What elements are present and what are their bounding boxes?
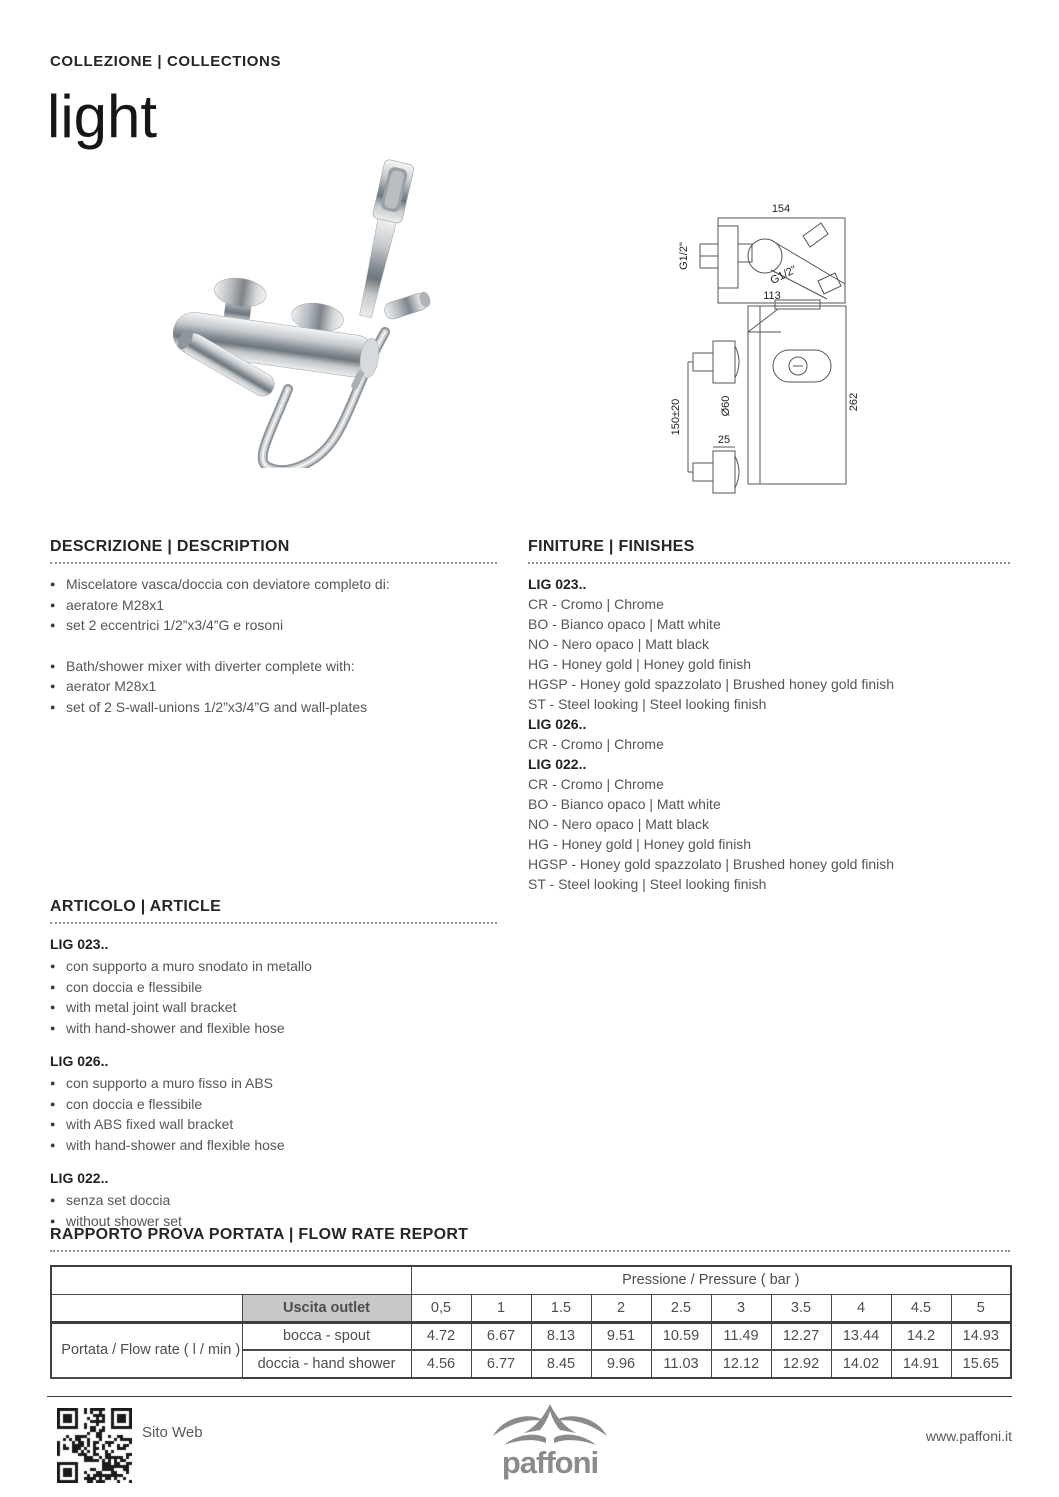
qr-code	[57, 1408, 132, 1483]
collection-label: COLLEZIONE | COLLECTIONS	[50, 53, 282, 70]
finish-option: HGSP - Honey gold spazzolato | Brushed honey gold finish	[528, 676, 895, 692]
flow-value: 6.77	[471, 1350, 531, 1378]
description-list-en	[50, 656, 497, 718]
flow-value: 11.03	[651, 1350, 711, 1378]
flow-rate-row-group-label: Portata / Flow rate ( l / min )	[51, 1322, 242, 1378]
finish-option: ST - Steel looking | Steel looking finish	[528, 696, 767, 712]
dim-113: 113	[763, 290, 781, 302]
flow-value: 14.91	[891, 1350, 951, 1378]
flow-value: 6.67	[471, 1322, 531, 1350]
flow-value: 8.45	[531, 1350, 591, 1378]
list-item: ● con doccia e flessibile	[50, 977, 497, 998]
pressure-header-cell: Pressione / Pressure ( bar )	[411, 1266, 1011, 1294]
tech-drawing-side-view	[655, 298, 860, 494]
list-item: ● Bath/shower mixer with diverter complete with:	[50, 656, 497, 677]
pressure-value: 1	[471, 1294, 531, 1322]
list-item: ● with metal joint wall bracket	[50, 997, 497, 1018]
flow-value: 11.49	[711, 1322, 771, 1350]
dim-25: 25	[717, 434, 731, 446]
article-code: LIG 022..	[50, 1170, 109, 1186]
list-item: ● with hand-shower and flexible hose	[50, 1135, 497, 1156]
flow-value: 9.96	[591, 1350, 651, 1378]
description-section	[50, 538, 497, 717]
dim-inlet-g12: G1/2"	[678, 242, 690, 270]
finishes-section	[528, 538, 1010, 894]
qr-label: Sito Web	[142, 1424, 203, 1441]
flow-value: 13.44	[831, 1322, 891, 1350]
list-item: ● Miscelatore vasca/doccia con deviatore completo di:	[50, 574, 497, 595]
flow-value: 12.27	[771, 1322, 831, 1350]
finish-option: NO - Nero opaco | Matt black	[528, 816, 710, 832]
finish-option: BO - Bianco opaco | Matt white	[528, 616, 721, 632]
finish-option: CR - Cromo | Chrome	[528, 596, 664, 612]
flow-value: 12.12	[711, 1350, 771, 1378]
paffoni-logo	[484, 1402, 616, 1482]
article-heading: ARTICOLO | ARTICLE	[50, 898, 497, 924]
article-group	[50, 1168, 497, 1231]
description-list-it	[50, 574, 497, 636]
description-heading: DESCRIZIONE | DESCRIPTION	[50, 538, 497, 564]
pressure-value: 3	[711, 1294, 771, 1322]
flow-value: 14.93	[951, 1322, 1011, 1350]
footer-divider	[47, 1396, 1012, 1397]
product-photo	[162, 146, 442, 468]
article-code: LIG 026..	[50, 1053, 109, 1069]
article-code: LIG 023..	[50, 936, 109, 952]
finish-option: CR - Cromo | Chrome	[528, 736, 664, 752]
finish-code: LIG 022..	[528, 756, 587, 772]
list-item: ● set 2 eccentrici 1/2”x3/4”G e rosoni	[50, 615, 497, 636]
article-group	[50, 1051, 497, 1155]
pressure-value: 3.5	[771, 1294, 831, 1322]
finish-code: LIG 023..	[528, 576, 587, 592]
list-item: ● set of 2 S-wall-unions 1/2”x3/4”G and wall-plates	[50, 697, 497, 718]
pressure-value: 1.5	[531, 1294, 591, 1322]
flow-value: 9.51	[591, 1322, 651, 1350]
list-item: ● with hand-shower and flexible hose	[50, 1018, 497, 1039]
list-item: ● aeratore M28x1	[50, 595, 497, 616]
flow-value: 14.02	[831, 1350, 891, 1378]
flow-value: 4.72	[411, 1322, 471, 1350]
list-item: ● aerator M28x1	[50, 676, 497, 697]
dim-154: 154	[771, 203, 791, 215]
finish-option: HGSP - Honey gold spazzolato | Brushed honey gold finish	[528, 856, 895, 872]
list-item: ● con supporto a muro fisso in ABS	[50, 1073, 497, 1094]
article-section	[50, 898, 497, 1244]
list-item: ● without shower set	[50, 1211, 497, 1232]
finish-option: HG - Honey gold | Honey gold finish	[528, 656, 752, 672]
flow-rate-heading: RAPPORTO PROVA PORTATA | FLOW RATE REPORT	[50, 1226, 1010, 1252]
pressure-value: 2	[591, 1294, 651, 1322]
finish-code: LIG 026..	[528, 716, 587, 732]
dim-outlet-g12: G1/2"	[768, 263, 799, 287]
flow-value: 8.13	[531, 1322, 591, 1350]
list-item: ● with ABS fixed wall bracket	[50, 1114, 497, 1135]
table-blank-cell	[51, 1266, 411, 1294]
logo-wordmark: paffoni	[501, 1445, 599, 1480]
page-title: light	[47, 83, 158, 150]
dim-262: 262	[848, 392, 860, 412]
outlet-header-cell: Uscita outlet	[242, 1294, 411, 1322]
pressure-value: 5	[951, 1294, 1011, 1322]
finish-option: BO - Bianco opaco | Matt white	[528, 796, 721, 812]
flow-rate-section	[50, 1226, 1010, 1379]
finish-option: NO - Nero opaco | Matt black	[528, 636, 710, 652]
article-group	[50, 934, 497, 1038]
list-item: ● con doccia e flessibile	[50, 1094, 497, 1115]
pressure-value: 2.5	[651, 1294, 711, 1322]
flow-value: 4.56	[411, 1350, 471, 1378]
dim-150-20: 150±20	[670, 398, 682, 436]
finish-option: ST - Steel looking | Steel looking finish	[528, 876, 767, 892]
table-blank-cell	[51, 1294, 242, 1322]
outlet-label-spout: bocca - spout	[242, 1322, 411, 1350]
flow-value: 15.65	[951, 1350, 1011, 1378]
finish-option: HG - Honey gold | Honey gold finish	[528, 836, 752, 852]
list-item: ● senza set doccia	[50, 1190, 497, 1211]
finish-option: CR - Cromo | Chrome	[528, 776, 664, 792]
finishes-heading: FINITURE | FINISHES	[528, 538, 1010, 564]
flow-value: 10.59	[651, 1322, 711, 1350]
flow-rate-table	[50, 1265, 1012, 1379]
flow-value: 14.2	[891, 1322, 951, 1350]
palm-icon	[493, 1404, 607, 1445]
outlet-label-hand-shower: doccia - hand shower	[242, 1350, 411, 1378]
flow-value: 12.92	[771, 1350, 831, 1378]
website-link[interactable]: www.paffoni.it	[925, 1428, 1012, 1444]
pressure-value: 0,5	[411, 1294, 471, 1322]
dim-d60: Ø60	[720, 395, 732, 417]
pressure-value: 4	[831, 1294, 891, 1322]
list-item: ● con supporto a muro snodato in metallo	[50, 956, 497, 977]
pressure-value: 4.5	[891, 1294, 951, 1322]
tech-drawing-top-view	[675, 196, 865, 308]
